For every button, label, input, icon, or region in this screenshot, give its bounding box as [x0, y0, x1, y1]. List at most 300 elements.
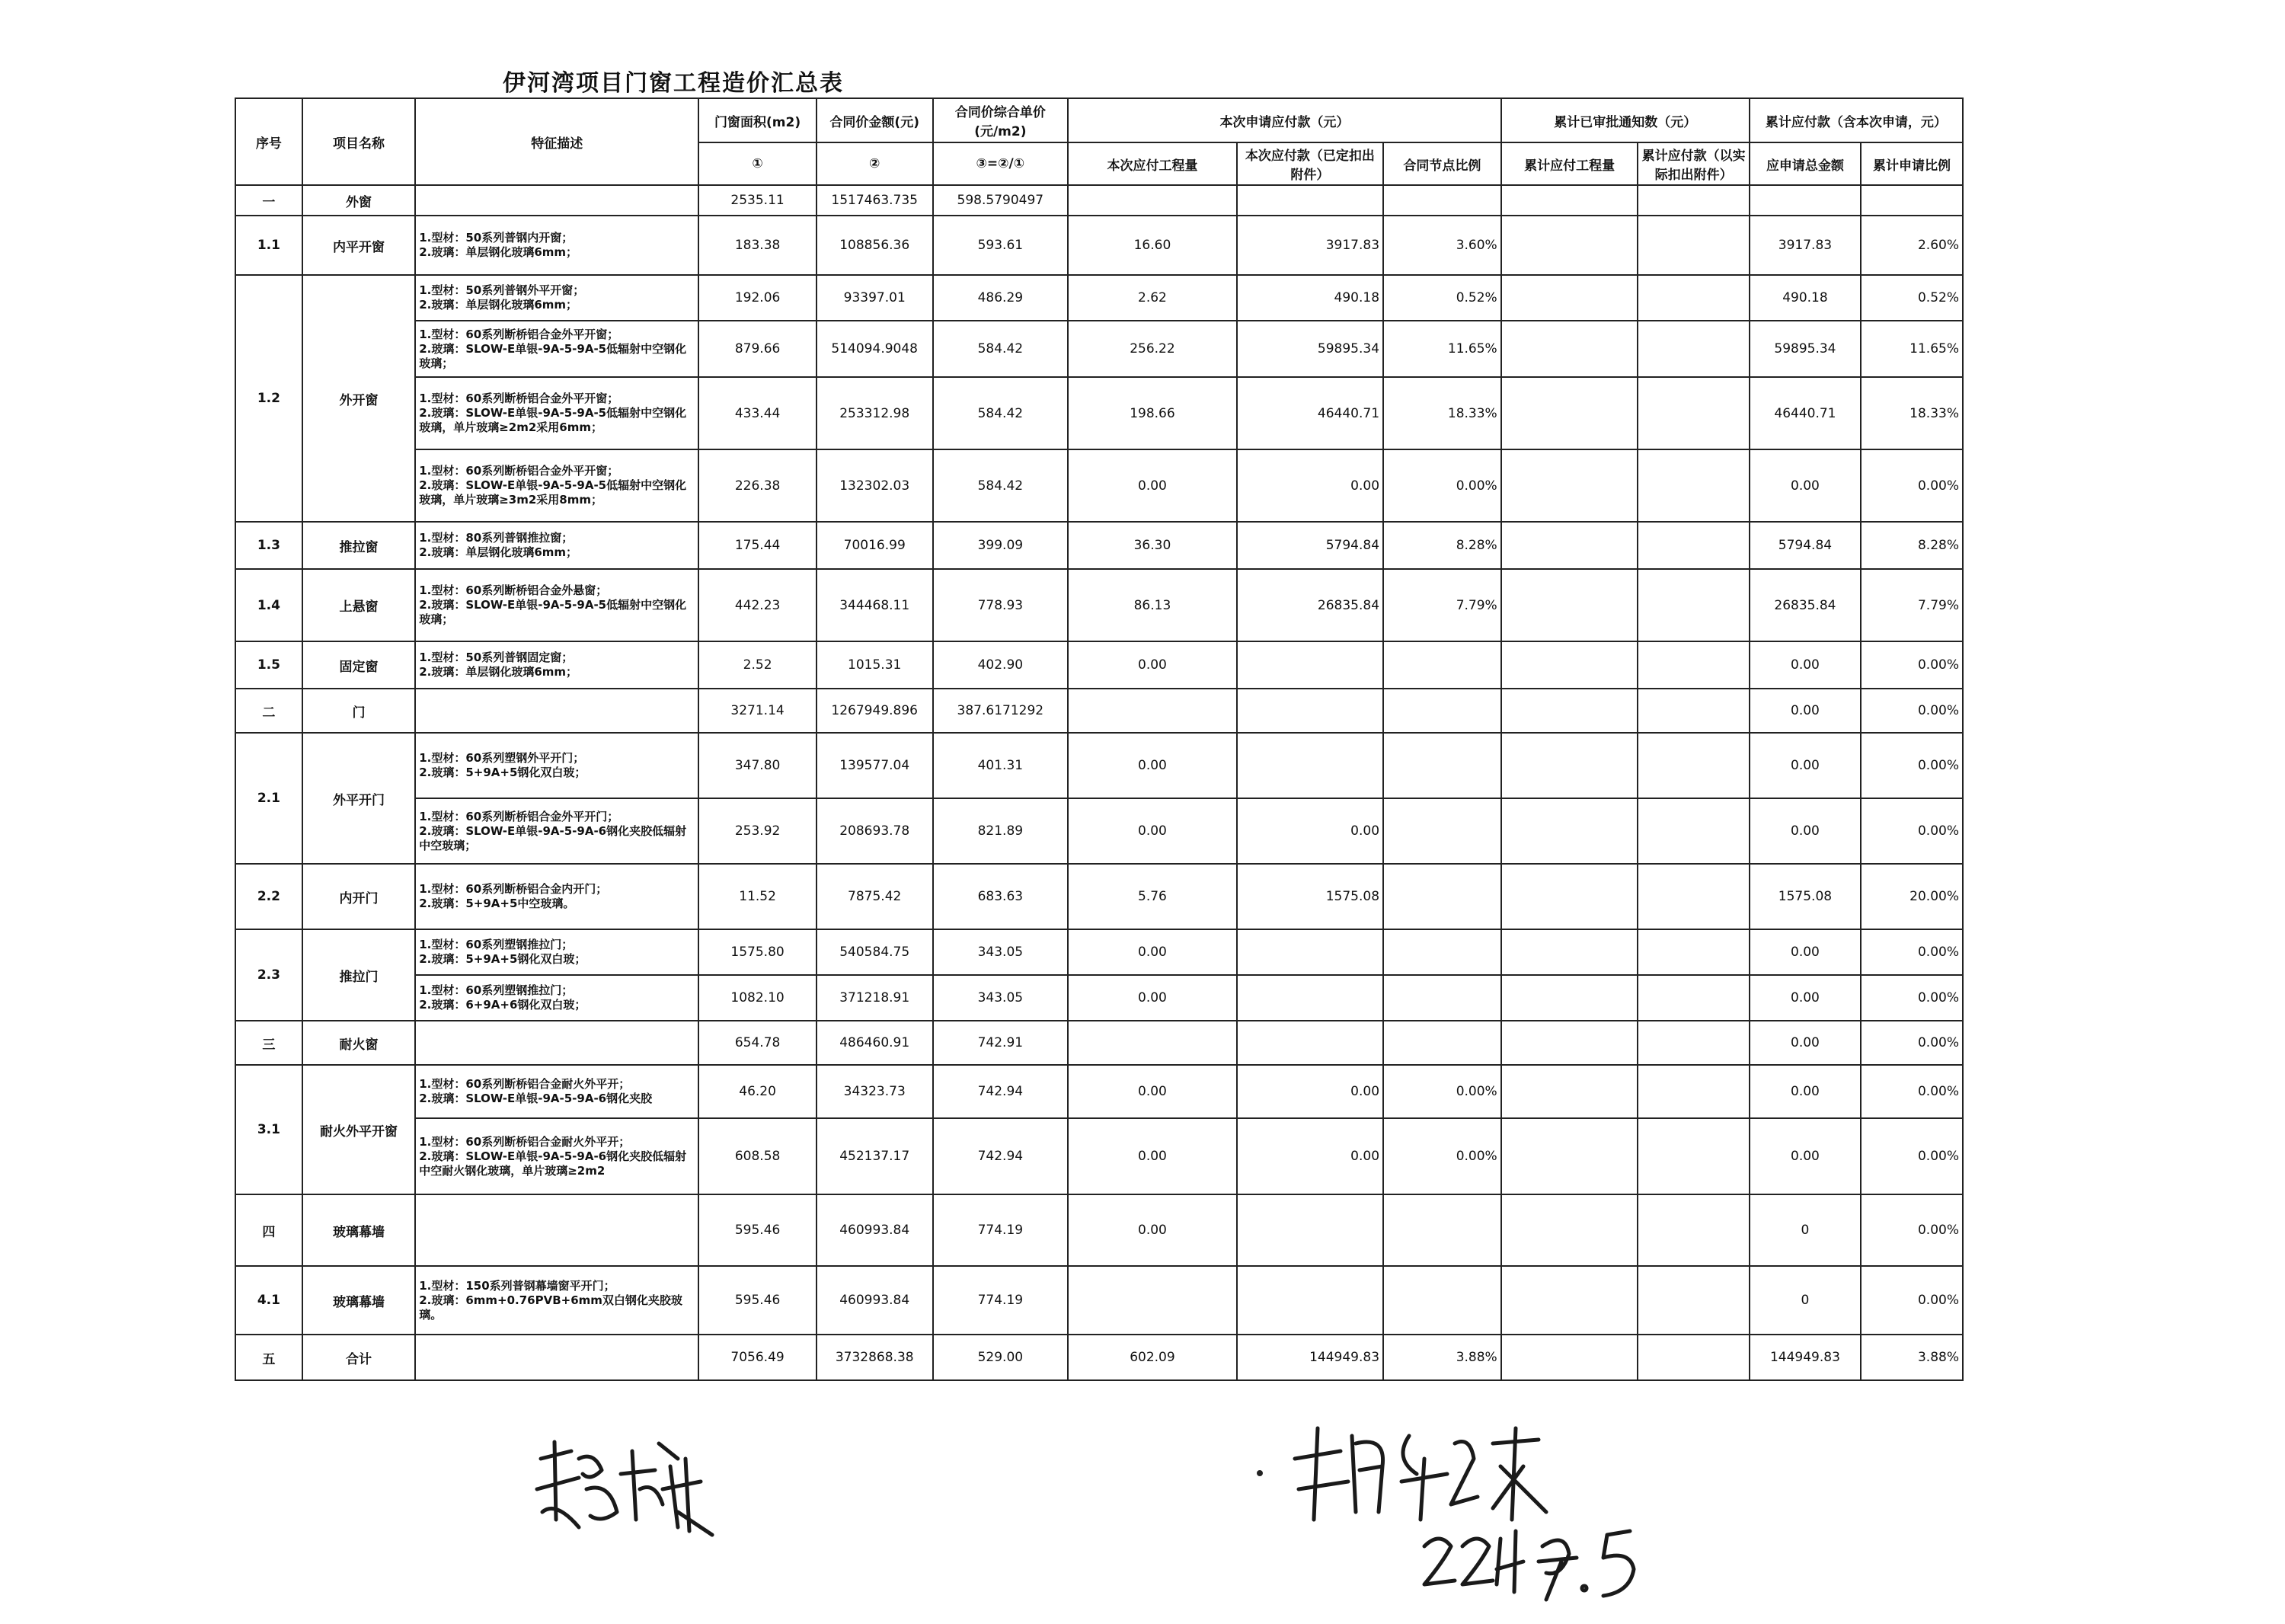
- cell-cr: [1861, 185, 1963, 216]
- cell-area: 183.38: [698, 216, 817, 275]
- cell-area: 2.52: [698, 641, 817, 689]
- cell-work: 16.60: [1068, 216, 1237, 275]
- cell-work: 0.00: [1068, 449, 1237, 522]
- cell-feature: 1.型材：60系列断桥铝合金外平开门； 2.玻璃：SLOW-E单银-9A-5-9A-6钢化夹胶低辐射中空玻璃；: [415, 798, 698, 864]
- cell-seq: 2.3: [235, 929, 302, 1021]
- cell-name: 玻璃幕墙: [302, 1194, 415, 1266]
- cell-feature: [415, 689, 698, 733]
- cell-feature: 1.型材：50系列普钢固定窗； 2.玻璃：单层钢化玻璃6mm；: [415, 641, 698, 689]
- cell-cr: 0.00%: [1861, 798, 1963, 864]
- cell-name: 耐火窗: [302, 1021, 415, 1065]
- cell-pay: 26835.84: [1237, 569, 1383, 641]
- table-row: [235, 641, 1963, 689]
- cell-work: [1068, 689, 1237, 733]
- cell-name: 上悬窗: [302, 569, 415, 641]
- cell-ca: 0.00: [1750, 929, 1861, 975]
- cell-pw: [1501, 275, 1638, 321]
- cell-pp: [1638, 185, 1749, 216]
- cell-area: 175.44: [698, 522, 817, 569]
- cell-pp: [1638, 689, 1749, 733]
- cell-work: 2.62: [1068, 275, 1237, 321]
- table-row: [235, 275, 1963, 321]
- cell-seq: 1.3: [235, 522, 302, 569]
- cell-contract: 1267949.896: [817, 689, 933, 733]
- cell-area: 1082.10: [698, 975, 817, 1021]
- cell-unit: 821.89: [933, 798, 1069, 864]
- table-row: [235, 733, 1963, 798]
- cell-ca: 5794.84: [1750, 522, 1861, 569]
- cell-contract: 540584.75: [817, 929, 933, 975]
- cell-cr: 0.00%: [1861, 689, 1963, 733]
- cell-name: 玻璃幕墙: [302, 1266, 415, 1335]
- cell-ca: 490.18: [1750, 275, 1861, 321]
- cell-pay: [1237, 1021, 1383, 1065]
- cell-unit: 584.42: [933, 377, 1069, 449]
- cell-contract: 7875.42: [817, 864, 933, 929]
- cell-cr: 0.00%: [1861, 1021, 1963, 1065]
- cell-ratio: 0.00%: [1383, 1118, 1501, 1194]
- cell-work: 198.66: [1068, 377, 1237, 449]
- cell-feature: [415, 1194, 698, 1266]
- signature-left: [526, 1428, 724, 1542]
- cell-ca: 0.00: [1750, 689, 1861, 733]
- cell-pay: 0.00: [1237, 1065, 1383, 1118]
- cell-contract: 34323.73: [817, 1065, 933, 1118]
- cell-seq: 1.2: [235, 275, 302, 522]
- cell-unit: 742.91: [933, 1021, 1069, 1065]
- cell-unit: 486.29: [933, 275, 1069, 321]
- cell-work: 86.13: [1068, 569, 1237, 641]
- cell-pay: 0.00: [1237, 449, 1383, 522]
- cell-pp: [1638, 377, 1749, 449]
- cell-ca: 0.00: [1750, 641, 1861, 689]
- cell-unit: 343.05: [933, 929, 1069, 975]
- cell-pay: 144949.83: [1237, 1335, 1383, 1380]
- cell-seq: 一: [235, 185, 302, 216]
- cost-summary-table: [235, 98, 1964, 1381]
- cell-ratio: [1383, 864, 1501, 929]
- cell-contract: 371218.91: [817, 975, 933, 1021]
- cell-pp: [1638, 1194, 1749, 1266]
- cell-cr: 8.28%: [1861, 522, 1963, 569]
- cell-ca: 0: [1750, 1266, 1861, 1335]
- cell-ratio: 11.65%: [1383, 321, 1501, 377]
- cell-area: 192.06: [698, 275, 817, 321]
- cell-cr: 0.00%: [1861, 1118, 1963, 1194]
- cell-pw: [1501, 216, 1638, 275]
- cell-ratio: [1383, 641, 1501, 689]
- cell-pay: 0.00: [1237, 1118, 1383, 1194]
- cell-pw: [1501, 733, 1638, 798]
- cell-area: 595.46: [698, 1194, 817, 1266]
- cell-pw: [1501, 689, 1638, 733]
- header-name: 项目名称: [302, 98, 415, 185]
- cell-unit: 593.61: [933, 216, 1069, 275]
- cell-feature: 1.型材：60系列断桥铝合金耐火外平开； 2.玻璃：SLOW-E单银-9A-5-9A-6钢化夹胶低辐射中空耐火钢化玻璃，单片玻璃≥2m2: [415, 1118, 698, 1194]
- cell-pay: [1237, 641, 1383, 689]
- cell-pw: [1501, 1194, 1638, 1266]
- cell-pw: [1501, 377, 1638, 449]
- cell-ratio: [1383, 975, 1501, 1021]
- cell-pay: [1237, 733, 1383, 798]
- cell-name: 内开门: [302, 864, 415, 929]
- cell-cr: 0.00%: [1861, 733, 1963, 798]
- header-unit-price: 合同价综合单价(元/m2): [933, 98, 1069, 142]
- cell-pay: 1575.08: [1237, 864, 1383, 929]
- cell-pay: 490.18: [1237, 275, 1383, 321]
- cell-pp: [1638, 641, 1749, 689]
- cell-ca: 0: [1750, 1194, 1861, 1266]
- cell-ca: 0.00: [1750, 733, 1861, 798]
- cell-pay: [1237, 1266, 1383, 1335]
- cell-seq: 2.2: [235, 864, 302, 929]
- cell-area: 595.46: [698, 1266, 817, 1335]
- table-row: [235, 975, 1963, 1021]
- cell-area: 11.52: [698, 864, 817, 929]
- cell-ratio: 8.28%: [1383, 522, 1501, 569]
- table-row: [235, 864, 1963, 929]
- cell-name: 外开窗: [302, 275, 415, 522]
- cell-feature: 1.型材：60系列塑钢推拉门； 2.玻璃：6+9A+6钢化双白玻；: [415, 975, 698, 1021]
- cell-unit: 387.6171292: [933, 689, 1069, 733]
- cell-contract: 132302.03: [817, 449, 933, 522]
- cell-unit: 584.42: [933, 449, 1069, 522]
- table-row: [235, 569, 1963, 641]
- cell-feature: 1.型材：60系列断桥铝合金耐火外平开； 2.玻璃：SLOW-E单银-9A-5-9A-6钢化夹胶: [415, 1065, 698, 1118]
- cell-ratio: [1383, 798, 1501, 864]
- cell-work: 0.00: [1068, 1065, 1237, 1118]
- cell-cr: 0.52%: [1861, 275, 1963, 321]
- cell-ratio: 0.00%: [1383, 449, 1501, 522]
- cell-ca: 0.00: [1750, 449, 1861, 522]
- cell-area: 442.23: [698, 569, 817, 641]
- cell-pw: [1501, 1266, 1638, 1335]
- signature-date: [1417, 1516, 1660, 1607]
- cell-name: 内平开窗: [302, 216, 415, 275]
- cell-ratio: [1383, 689, 1501, 733]
- header-this-pay: 本次应付款（已定扣出附件）: [1237, 142, 1383, 185]
- cell-unit: 402.90: [933, 641, 1069, 689]
- cell-pw: [1501, 522, 1638, 569]
- cell-unit: 742.94: [933, 1065, 1069, 1118]
- cell-feature: 1.型材：60系列断桥铝合金外平开窗； 2.玻璃：SLOW-E单银-9A-5-9A-5低辐射中空钢化玻璃，单片玻璃≥3m2采用8mm；: [415, 449, 698, 522]
- cell-area: 7056.49: [698, 1335, 817, 1380]
- cell-feature: 1.型材：60系列断桥铝合金外平开窗； 2.玻璃：SLOW-E单银-9A-5-9A-5低辐射中空钢化玻璃，单片玻璃≥2m2采用6mm；: [415, 377, 698, 449]
- cell-pay: 46440.71: [1237, 377, 1383, 449]
- cell-pw: [1501, 1065, 1638, 1118]
- cell-seq: 四: [235, 1194, 302, 1266]
- cell-ratio: 3.60%: [1383, 216, 1501, 275]
- cell-ratio: [1383, 1194, 1501, 1266]
- cell-work: [1068, 185, 1237, 216]
- cell-cr: 0.00%: [1861, 929, 1963, 975]
- cell-work: 5.76: [1068, 864, 1237, 929]
- cell-feature: [415, 185, 698, 216]
- table-row: [235, 1335, 1963, 1380]
- cell-pay: [1237, 1194, 1383, 1266]
- table-row: [235, 1118, 1963, 1194]
- cell-area: 433.44: [698, 377, 817, 449]
- cell-ratio: 0.00%: [1383, 1065, 1501, 1118]
- cell-cr: 0.00%: [1861, 641, 1963, 689]
- cell-contract: 514094.9048: [817, 321, 933, 377]
- cell-contract: 452137.17: [817, 1118, 933, 1194]
- cell-pay: [1237, 929, 1383, 975]
- cell-work: 0.00: [1068, 1194, 1237, 1266]
- table-row: [235, 1266, 1963, 1335]
- cell-contract: 1517463.735: [817, 185, 933, 216]
- header-this-ratio: 合同节点比例: [1383, 142, 1501, 185]
- cell-ratio: [1383, 1266, 1501, 1335]
- table-row: [235, 522, 1963, 569]
- cell-work: 36.30: [1068, 522, 1237, 569]
- table-row: [235, 449, 1963, 522]
- cell-pw: [1501, 321, 1638, 377]
- cell-pp: [1638, 1118, 1749, 1194]
- cell-feature: 1.型材：60系列断桥铝合金内开门； 2.玻璃：5+9A+5中空玻璃。: [415, 864, 698, 929]
- header-cum-amount: 应申请总金额: [1750, 142, 1861, 185]
- cell-work: 256.22: [1068, 321, 1237, 377]
- cell-pp: [1638, 1266, 1749, 1335]
- cell-seq: 三: [235, 1021, 302, 1065]
- header-unit-code: ③=②/①: [933, 142, 1069, 185]
- table-row: [235, 216, 1963, 275]
- cell-feature: [415, 1021, 698, 1065]
- cell-name: 固定窗: [302, 641, 415, 689]
- cell-area: 3271.14: [698, 689, 817, 733]
- cell-ca: 26835.84: [1750, 569, 1861, 641]
- cell-feature: 1.型材：80系列普钢推拉窗； 2.玻璃：单层钢化玻璃6mm；: [415, 522, 698, 569]
- document-title: 伊河湾项目门窗工程造价汇总表: [503, 70, 844, 97]
- cell-feature: 1.型材：150系列普钢幕墙窗平开门； 2.玻璃：6mm+0.76PVB+6mm双白钢化夹胶玻璃。: [415, 1266, 698, 1335]
- cell-ca: [1750, 185, 1861, 216]
- cell-cr: 2.60%: [1861, 216, 1963, 275]
- cell-unit: 683.63: [933, 864, 1069, 929]
- header-area: 门窗面积(m2): [698, 98, 817, 142]
- cell-area: 654.78: [698, 1021, 817, 1065]
- header-contract-code: ②: [817, 142, 933, 185]
- cell-pw: [1501, 641, 1638, 689]
- cell-contract: 1015.31: [817, 641, 933, 689]
- cell-pp: [1638, 929, 1749, 975]
- cell-seq: 1.1: [235, 216, 302, 275]
- cell-area: 253.92: [698, 798, 817, 864]
- cell-ratio: [1383, 733, 1501, 798]
- cell-ratio: [1383, 185, 1501, 216]
- cell-area: 347.80: [698, 733, 817, 798]
- table-row: [235, 929, 1963, 975]
- table-row: [235, 1021, 1963, 1065]
- header-this-apply: 本次申请应付款（元）: [1068, 98, 1501, 142]
- cell-unit: 742.94: [933, 1118, 1069, 1194]
- cell-pay: 5794.84: [1237, 522, 1383, 569]
- header-feature: 特征描述: [415, 98, 698, 185]
- cell-pp: [1638, 733, 1749, 798]
- cell-cr: 0.00%: [1861, 1194, 1963, 1266]
- cell-unit: 399.09: [933, 522, 1069, 569]
- cell-pay: [1237, 689, 1383, 733]
- cell-ratio: 3.88%: [1383, 1335, 1501, 1380]
- cell-feature: 1.型材：60系列塑钢推拉门； 2.玻璃：5+9A+5钢化双白玻；: [415, 929, 698, 975]
- cell-area: 2535.11: [698, 185, 817, 216]
- cell-name: 门: [302, 689, 415, 733]
- cell-work: 0.00: [1068, 975, 1237, 1021]
- cell-work: 0.00: [1068, 733, 1237, 798]
- header-this-work: 本次应付工程量: [1068, 142, 1237, 185]
- cell-cr: 0.00%: [1861, 1065, 1963, 1118]
- cell-contract: 139577.04: [817, 733, 933, 798]
- header-paid: 累计已审批通知数（元）: [1501, 98, 1750, 142]
- table-row: [235, 1194, 1963, 1266]
- cell-feature: 1.型材：50系列普钢内开窗； 2.玻璃：单层钢化玻璃6mm；: [415, 216, 698, 275]
- cell-unit: 584.42: [933, 321, 1069, 377]
- cell-pw: [1501, 929, 1638, 975]
- cell-contract: 208693.78: [817, 798, 933, 864]
- cell-contract: 70016.99: [817, 522, 933, 569]
- cell-pw: [1501, 569, 1638, 641]
- cell-seq: 1.5: [235, 641, 302, 689]
- cell-seq: 4.1: [235, 1266, 302, 1335]
- cell-pp: [1638, 275, 1749, 321]
- header-cum-ratio: 累计申请比例: [1861, 142, 1963, 185]
- cell-pw: [1501, 864, 1638, 929]
- cell-ratio: 0.52%: [1383, 275, 1501, 321]
- cell-ca: 0.00: [1750, 975, 1861, 1021]
- cell-feature: 1.型材：60系列塑钢外平开门； 2.玻璃：5+9A+5钢化双白玻；: [415, 733, 698, 798]
- cell-pw: [1501, 975, 1638, 1021]
- cell-ca: 0.00: [1750, 1021, 1861, 1065]
- table-row: [235, 321, 1963, 377]
- cell-work: 0.00: [1068, 641, 1237, 689]
- cell-ca: 0.00: [1750, 798, 1861, 864]
- cell-ca: 144949.83: [1750, 1335, 1861, 1380]
- header-contract: 合同价金额(元): [817, 98, 933, 142]
- cell-pay: 3917.83: [1237, 216, 1383, 275]
- cell-pay: 0.00: [1237, 798, 1383, 864]
- cell-ca: 3917.83: [1750, 216, 1861, 275]
- cell-name: 推拉门: [302, 929, 415, 1021]
- header-seq: 序号: [235, 98, 302, 185]
- cell-pw: [1501, 449, 1638, 522]
- cell-work: [1068, 1021, 1237, 1065]
- cell-pp: [1638, 1065, 1749, 1118]
- cell-area: 226.38: [698, 449, 817, 522]
- cell-unit: 774.19: [933, 1266, 1069, 1335]
- cell-pw: [1501, 798, 1638, 864]
- cell-cr: 20.00%: [1861, 864, 1963, 929]
- table-row: [235, 185, 1963, 216]
- cell-unit: 778.93: [933, 569, 1069, 641]
- cell-ratio: [1383, 1021, 1501, 1065]
- cell-cr: 0.00%: [1861, 1266, 1963, 1335]
- cell-cr: 3.88%: [1861, 1335, 1963, 1380]
- cell-cr: 7.79%: [1861, 569, 1963, 641]
- cell-contract: 460993.84: [817, 1194, 933, 1266]
- signature-right: [1280, 1413, 1569, 1527]
- cell-ca: 0.00: [1750, 1118, 1861, 1194]
- cell-pp: [1638, 321, 1749, 377]
- cell-pay: 59895.34: [1237, 321, 1383, 377]
- cell-work: 0.00: [1068, 929, 1237, 975]
- cell-work: 602.09: [1068, 1335, 1237, 1380]
- cell-pay: [1237, 975, 1383, 1021]
- cell-pp: [1638, 449, 1749, 522]
- cell-unit: 529.00: [933, 1335, 1069, 1380]
- cell-pw: [1501, 1335, 1638, 1380]
- cell-area: 608.58: [698, 1118, 817, 1194]
- cell-pp: [1638, 864, 1749, 929]
- cell-cr: 18.33%: [1861, 377, 1963, 449]
- cell-ca: 59895.34: [1750, 321, 1861, 377]
- cell-area: 1575.80: [698, 929, 817, 975]
- dot-mark: [1257, 1470, 1263, 1476]
- cell-contract: 108856.36: [817, 216, 933, 275]
- cell-pw: [1501, 1021, 1638, 1065]
- cell-ratio: 18.33%: [1383, 377, 1501, 449]
- cell-pay: [1237, 185, 1383, 216]
- cell-seq: 五: [235, 1335, 302, 1380]
- table-row: [235, 798, 1963, 864]
- cell-name: 耐火外平开窗: [302, 1065, 415, 1194]
- cell-pp: [1638, 216, 1749, 275]
- cell-pp: [1638, 975, 1749, 1021]
- cell-name: 外平开门: [302, 733, 415, 864]
- cell-work: 0.00: [1068, 1118, 1237, 1194]
- header-area-code: ①: [698, 142, 817, 185]
- cell-pp: [1638, 569, 1749, 641]
- cell-unit: 343.05: [933, 975, 1069, 1021]
- cell-name: 推拉窗: [302, 522, 415, 569]
- cell-unit: 401.31: [933, 733, 1069, 798]
- cell-name: 外窗: [302, 185, 415, 216]
- table-row: [235, 377, 1963, 449]
- cell-pw: [1501, 185, 1638, 216]
- table-row: [235, 1065, 1963, 1118]
- cell-seq: 3.1: [235, 1065, 302, 1194]
- cell-ratio: 7.79%: [1383, 569, 1501, 641]
- cell-ratio: [1383, 929, 1501, 975]
- header-cumulative: 累计应付款（含本次申请，元）: [1750, 98, 1963, 142]
- cell-cr: 0.00%: [1861, 975, 1963, 1021]
- cell-contract: 344468.11: [817, 569, 933, 641]
- cell-pp: [1638, 522, 1749, 569]
- cell-seq: 2.1: [235, 733, 302, 864]
- cell-contract: 460993.84: [817, 1266, 933, 1335]
- cell-ca: 46440.71: [1750, 377, 1861, 449]
- cell-feature: [415, 1335, 698, 1380]
- cell-cr: 0.00%: [1861, 449, 1963, 522]
- cell-contract: 486460.91: [817, 1021, 933, 1065]
- cell-feature: 1.型材：60系列断桥铝合金外平开窗； 2.玻璃：SLOW-E单银-9A-5-9A-5低辐射中空钢化玻璃；: [415, 321, 698, 377]
- cell-feature: 1.型材：50系列普钢外平开窗； 2.玻璃：单层钢化玻璃6mm；: [415, 275, 698, 321]
- cell-pp: [1638, 1335, 1749, 1380]
- cell-feature: 1.型材：60系列断桥铝合金外悬窗； 2.玻璃：SLOW-E单银-9A-5-9A-5低辐射中空钢化玻璃；: [415, 569, 698, 641]
- table-row: [235, 689, 1963, 733]
- cell-seq: 1.4: [235, 569, 302, 641]
- cell-work: [1068, 1266, 1237, 1335]
- cell-work: 0.00: [1068, 798, 1237, 864]
- cell-seq: 二: [235, 689, 302, 733]
- cell-pp: [1638, 798, 1749, 864]
- cell-contract: 93397.01: [817, 275, 933, 321]
- cell-contract: 253312.98: [817, 377, 933, 449]
- cell-ca: 1575.08: [1750, 864, 1861, 929]
- cell-area: 879.66: [698, 321, 817, 377]
- cell-unit: 598.5790497: [933, 185, 1069, 216]
- cell-area: 46.20: [698, 1065, 817, 1118]
- cell-pp: [1638, 1021, 1749, 1065]
- header-paid-pay: 累计应付款（以实际扣出附件）: [1638, 142, 1749, 185]
